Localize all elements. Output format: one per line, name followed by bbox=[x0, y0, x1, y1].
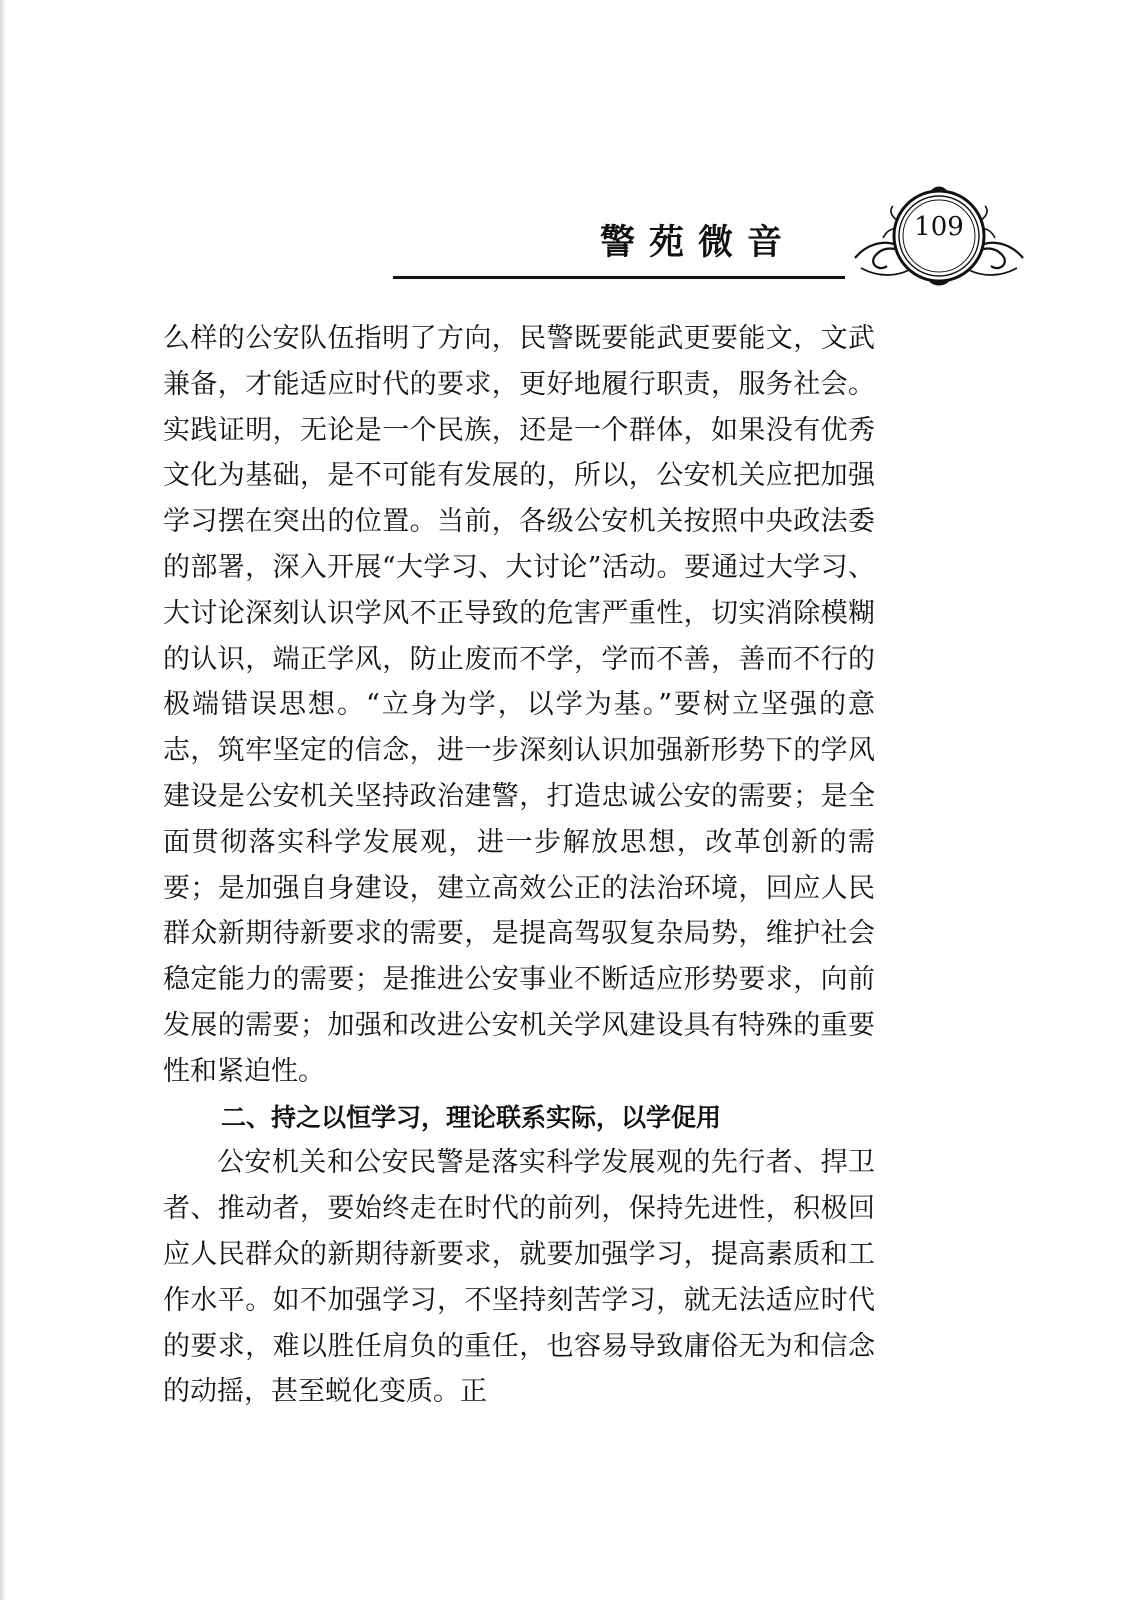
body-text bbox=[163, 316, 875, 1415]
paragraph-continuation: 么样的公安队伍指明了方向，民警既要能武更要能文，文武兼备，才能适应时代的要求，更好地履行职责，服务社会。实践证明，无论是一个民族，还是一个群体，如果没有优秀文化为基础，是不可能有发展的，所以，公安机关应把加强学习摆在突出的位置。当前，各级公安机关按照中央政法委的部署，深入开展“大学习、大讨论”活动。要通过大学习、大讨论深刻认识学风不正导致的危害严重性，切实消除模糊的认识，端正学风，防止废而不学，学而不善，善而不行的极端错误思想。“立身为学，以学为基。”要树立坚强的意志，筑牢坚定的信念，进一步深刻认识加强新形势下的学风建设是公安机关坚持政治建警，打造忠诚公安的需要；是全面贯彻落实科学发展观，进一步解放思想，改革创新的需要；是加强自身建设，建立高效公正的法治环境，回应人民群众新期待新要求的需要，是提高驾驭复杂局势，维护社会稳定能力的需要；是推进公安事业不断适应形势要求，向前发展的需要；加强和改进公安机关学风建设具有特殊的重要性和紧迫性。 bbox=[163, 323, 875, 1087]
header-rule bbox=[393, 276, 845, 279]
page-number-badge bbox=[853, 186, 1025, 290]
page-edge bbox=[0, 0, 6, 1600]
paragraph-section: 公安机关和公安民警是落实科学发展观的先行者、捍卫者、推动者，要始终走在时代的前列，保持先进性，积极回应人民群众的新期待新要求，就要加强学习，提高素质和工作水平。如不加强学习，不坚持刻苦学习，就无法适应时代的要求，难以胜任肩负的重任，也容易导致庸俗无为和信念的动摇，甚至蜕化变质。正 bbox=[163, 1147, 875, 1408]
section-heading: 二、持之以恒学习，理论联系实际，以学促用 bbox=[221, 1102, 722, 1132]
page-number: 109 bbox=[914, 212, 964, 242]
running-header-title: 警苑微音 bbox=[600, 223, 797, 263]
